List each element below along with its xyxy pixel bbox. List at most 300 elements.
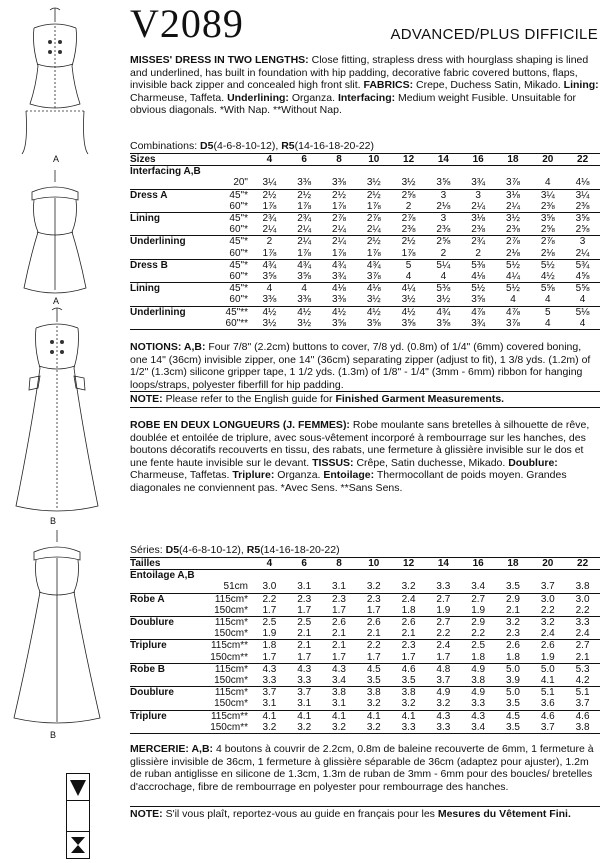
yardage-cell: 2.2 — [471, 628, 486, 640]
yardage-cell: 4.1 — [540, 675, 555, 687]
yardage-cell: 3.8 — [356, 687, 391, 699]
yardage-cell: 4.5 — [356, 663, 391, 675]
row-label — [130, 318, 192, 330]
empty-cell — [356, 570, 391, 582]
yardage-cell: 1⅞ — [262, 200, 277, 212]
yardage-cell: 2.4 — [540, 628, 555, 640]
yardage-cell: 4½ — [252, 306, 287, 318]
combo-d5-sizes: (4-6-8-10-12), — [213, 140, 282, 152]
table-row — [130, 722, 600, 734]
row-width-label: 150cm** — [210, 651, 248, 663]
yardage-cell: 4.2 — [575, 675, 590, 687]
row-width-label: 60"** — [192, 318, 252, 330]
row-label: Entoilage A,B — [130, 570, 195, 582]
yardage-cell: 2.2 — [540, 604, 555, 616]
yardage-cell: 3⅞ — [506, 177, 520, 189]
yardage-cell: 3⅜ — [297, 294, 312, 306]
yardage-cell: 2.1 — [332, 628, 346, 640]
yardage-cell: 4 — [579, 294, 586, 306]
yardage-cell: 3.2 — [401, 698, 416, 710]
yardage-cell: 2⅜ — [506, 224, 520, 236]
row-width-label: 51cm — [223, 581, 248, 593]
yardage-cell: 3¾ — [332, 271, 346, 283]
yardage-cell: 2.2 — [575, 604, 590, 616]
table-row — [130, 224, 600, 236]
empty-cell — [530, 570, 565, 582]
underlining-label: Underlining: — [227, 91, 289, 104]
yardage-cell: 3.0 — [530, 593, 565, 605]
french-description-text: Robe moulante sans bretelles à silhouette de rêve, doublée et entoilée de triplure, avec sous-vêtement incorporé à rembourrage sur les hanches, des boutons décoratifs recouverts en tissu, des rabats, une fermeture à glissière invisible sur le dos et une fente haute invisible sur le devant. — [130, 419, 590, 469]
yardage-cell: 4.1 — [252, 710, 287, 722]
combinations-prefix: Combinations: — [130, 140, 201, 152]
yardage-cell: 4.3 — [252, 663, 287, 675]
english-description — [130, 54, 600, 117]
yardage-cell: 4.6 — [530, 710, 565, 722]
yardage-cell: 4¾ — [287, 259, 322, 271]
yardage-cell: 3.8 — [391, 687, 426, 699]
series-line — [130, 544, 340, 556]
yardage-cell: 2⅜ — [436, 224, 451, 236]
table-row — [130, 236, 600, 248]
table-row — [130, 294, 600, 306]
yardage-cell: 4⅛ — [575, 177, 590, 189]
row-label — [130, 605, 192, 617]
yardage-cell: 2⅝ — [575, 224, 590, 236]
row-width-label: 150cm* — [214, 604, 248, 616]
yardage-cell: 3½ — [436, 294, 451, 306]
divider — [130, 806, 600, 807]
yardage-cell: 2⅛ — [436, 200, 451, 212]
table-row — [130, 640, 600, 652]
row-label: Lining — [130, 283, 192, 295]
note-label: NOTE: — [130, 393, 163, 405]
yardage-cell: 3.2 — [436, 698, 451, 710]
yardage-cell: 3.1 — [262, 698, 277, 710]
yardage-cell: 5.1 — [565, 687, 600, 699]
yardage-cell: 5⅜ — [426, 283, 461, 295]
figure-label-b: B — [50, 516, 57, 526]
yardage-cell: 2¾ — [461, 236, 496, 248]
yardage-cell: 3½ — [366, 294, 381, 306]
yardage-cell: 3⅛ — [496, 189, 531, 201]
yardage-cell: 2.1 — [297, 628, 312, 640]
yardage-cell: 3.4 — [461, 722, 496, 734]
yardage-cell: 2½ — [391, 236, 426, 248]
yardage-cell: 2¼ — [322, 236, 357, 248]
yardage-cell: 3½ — [287, 318, 322, 330]
table-row — [130, 663, 600, 675]
row-width-label: 150cm* — [214, 698, 248, 710]
yardage-cell: 3.5 — [506, 698, 520, 710]
row-label — [130, 698, 192, 710]
yardage-cell: 3½ — [401, 294, 416, 306]
yardage-cell: 2.5 — [252, 617, 287, 629]
notions-body: Four 7/8" (2.2cm) buttons to cover, 7/8 yd. (0.8m) of 1/4" (6mm) covered boning, one 14" (36cm) invisible zipper, one 14" (36cm) separating zipper (adjust to fit), 1 3/8 yds. (1.2m) of 1/2" (1.3cm) silicone gripper tape, 1 1/2 yds. (1.3m) of 1/8" - 1/4" (3mm - 6mm) ribbon for hanging loops/straps, polyester fiberfill for hip padding. — [130, 341, 591, 391]
size-header-cell: 22 — [565, 558, 600, 570]
yardage-cell: 2.7 — [565, 640, 600, 652]
yardage-cell: 4¾ — [426, 306, 461, 318]
yardage-cell: 2⅝ — [540, 224, 555, 236]
yardage-cell: 3.6 — [540, 698, 555, 710]
yardage-cell: 1⅞ — [297, 200, 312, 212]
yardage-cell: 3.2 — [530, 617, 565, 629]
size-header-cell: 8 — [322, 154, 357, 166]
yardage-cell: 2⅛ — [506, 247, 520, 259]
table-header-label: Tailles — [130, 558, 192, 570]
notions-label: NOTIONS: A,B: — [130, 341, 206, 353]
yardage-cell: 4.3 — [461, 710, 496, 722]
english-title: MISSES' DRESS IN TWO LENGTHS: — [130, 54, 309, 66]
yardage-cell: 3.2 — [366, 581, 381, 593]
yardage-cell: 3.1 — [332, 698, 346, 710]
yardage-cell: 4½ — [287, 306, 322, 318]
yardage-cell: 3.3 — [426, 722, 461, 734]
yardage-cell: 3⅝ — [297, 271, 312, 283]
empty-cell — [426, 166, 461, 178]
row-width-label: 115cm** — [192, 710, 252, 722]
yardage-cell: 1⅞ — [262, 247, 277, 259]
size-header-cell: 14 — [426, 558, 461, 570]
yardage-cell: 2¼ — [287, 236, 322, 248]
yardage-cell: 4 — [440, 271, 447, 283]
table-row — [130, 617, 600, 629]
row-width-label: 115cm* — [192, 617, 252, 629]
yardage-cell: 2½ — [356, 236, 391, 248]
series-d5-sizes: (4-6-8-10-12), — [179, 544, 247, 556]
row-width-label: 150cm** — [192, 722, 252, 734]
row-width-label: 45"* — [192, 259, 252, 271]
yardage-cell: 4⅝ — [575, 271, 590, 283]
empty-cell — [287, 570, 322, 582]
yardage-cell: 3.5 — [401, 675, 416, 687]
yardage-cell: 5.1 — [530, 687, 565, 699]
table-row — [130, 248, 600, 260]
tissus-text: Crêpe, Satin duchesse, Mikado. — [353, 456, 509, 469]
yardage-cell: 4.9 — [461, 663, 496, 675]
row-width-label: 115cm** — [192, 640, 252, 652]
yardage-cell: 3½ — [401, 177, 416, 189]
table-row — [130, 698, 600, 710]
row-label: Robe A — [130, 593, 192, 605]
yardage-cell: 4¾ — [356, 259, 391, 271]
yardage-cell: 3.7 — [252, 687, 287, 699]
yardage-cell: 2¼ — [471, 200, 486, 212]
size-header-cell: 10 — [356, 154, 391, 166]
yardage-cell: 3⅝ — [436, 177, 451, 189]
yardage-cell: 5⅛ — [565, 306, 600, 318]
yardage-cell: 2⅜ — [401, 224, 416, 236]
yardage-cell: 4 — [544, 294, 551, 306]
yardage-cell: 3.5 — [366, 675, 381, 687]
yardage-cell: 1.7 — [297, 651, 312, 663]
yardage-cell: 4 — [544, 177, 551, 189]
yardage-cell: 2¼ — [262, 224, 277, 236]
row-width-label: 45"* — [192, 189, 252, 201]
divider — [130, 391, 600, 392]
table-header-label: Sizes — [130, 154, 192, 166]
row-label — [130, 581, 192, 593]
yardage-cell: 2.6 — [391, 617, 426, 629]
combinations-line — [130, 140, 374, 152]
size-header-cell: 4 — [252, 154, 287, 166]
yardage-cell: 2.1 — [401, 628, 416, 640]
yardage-cell: 1⅞ — [332, 247, 346, 259]
row-label: Robe B — [130, 663, 192, 675]
lining-text: Charmeuse, Taffeta. — [130, 91, 228, 104]
yardage-cell: 2.3 — [287, 593, 322, 605]
yardage-cell: 3.0 — [565, 593, 600, 605]
yardage-cell: 4¾ — [322, 259, 357, 271]
yardage-cell: 2.5 — [287, 617, 322, 629]
yardage-cell: 3 — [565, 236, 600, 248]
figure-label-a: A — [53, 154, 60, 164]
yardage-cell: 5.0 — [530, 663, 565, 675]
yardage-cell: 1.7 — [366, 604, 381, 616]
yardage-cell: 3 — [426, 189, 461, 201]
figure-label-b-back: B — [50, 730, 57, 740]
entoilage-label: Entoilage: — [323, 469, 375, 482]
down-triangle-mark — [66, 773, 90, 801]
yardage-cell: 2.6 — [322, 617, 357, 629]
yardage-cell: 2⅞ — [496, 236, 531, 248]
figure-label-a-back: A — [53, 296, 60, 306]
fabrics-text: Crepe, Duchess Satin, Mikado. — [413, 79, 564, 92]
yardage-cell: 1⅞ — [366, 200, 381, 212]
yardage-cell: 1.8 — [252, 640, 287, 652]
yardage-cell: 2⅜ — [575, 200, 590, 212]
yardage-cell: 3.1 — [332, 581, 346, 593]
row-label: Underlining — [130, 306, 192, 318]
yardage-cell: 4 — [287, 283, 322, 295]
yardage-cell: 3.7 — [530, 722, 565, 734]
yardage-cell: 2.2 — [356, 640, 391, 652]
yardage-cell: 5⅝ — [565, 283, 600, 295]
row-width-label: 45"* — [192, 236, 252, 248]
yardage-cell: 2¾ — [287, 213, 322, 225]
yardage-cell: 3.7 — [436, 675, 451, 687]
yardage-cell: 2.4 — [575, 628, 590, 640]
table-row — [130, 166, 600, 178]
french-description — [130, 419, 600, 495]
yardage-cell: 2¼ — [332, 224, 346, 236]
size-header-cell: 4 — [252, 558, 287, 570]
yardage-cell: 5⅜ — [461, 259, 496, 271]
yardage-cell: 4.1 — [322, 710, 357, 722]
french-note — [130, 808, 600, 821]
yardage-cell: 2.9 — [496, 593, 531, 605]
yardage-cell: 1.7 — [332, 604, 346, 616]
yardage-cell: 3.1 — [297, 698, 312, 710]
yardage-cell: 5½ — [496, 283, 531, 295]
french-note-bold: Mesures du Vêtement Fini. — [437, 808, 571, 820]
dress-b-front-illustration — [10, 306, 105, 516]
size-header-cell: 6 — [287, 558, 322, 570]
yardage-cell: 3.3 — [565, 617, 600, 629]
style-number: V2089 — [130, 1, 244, 46]
yardage-cell: 1.7 — [436, 651, 451, 663]
empty-cell — [461, 166, 496, 178]
yardage-cell: 2.7 — [426, 593, 461, 605]
empty-cell — [530, 166, 565, 178]
size-header-cell: 10 — [356, 558, 391, 570]
yardage-cell: 5½ — [530, 259, 565, 271]
row-label: Doublure — [130, 687, 192, 699]
yardage-cell: 4.9 — [461, 687, 496, 699]
table-row — [130, 593, 600, 605]
yardage-cell: 2¾ — [252, 213, 287, 225]
size-header-cell: 18 — [496, 558, 531, 570]
yardage-cell: 4.1 — [391, 710, 426, 722]
yardage-cell: 3.8 — [575, 581, 590, 593]
yardage-cell: 4.3 — [287, 663, 322, 675]
yardage-cell: 3.7 — [287, 687, 322, 699]
combo-r5-sizes: (14-16-18-20-22) — [294, 140, 375, 152]
yardage-cell: 3⅝ — [262, 271, 277, 283]
row-width-label: 45"** — [192, 306, 252, 318]
english-note — [130, 393, 600, 406]
table-row — [130, 177, 600, 189]
yardage-cell: 3.2 — [496, 617, 531, 629]
yardage-cell: 4 — [252, 283, 287, 295]
row-label — [130, 628, 192, 640]
size-header-cell: 8 — [322, 558, 357, 570]
yardage-cell: 4.9 — [426, 687, 461, 699]
yardage-cell: 2⅞ — [322, 213, 357, 225]
row-width-label: 115cm* — [192, 593, 252, 605]
yardage-cell: 4⅞ — [461, 306, 496, 318]
yardage-cell: 4⅛ — [322, 283, 357, 295]
combo-d5: D5 — [200, 140, 214, 152]
yardage-cell: 2.1 — [322, 640, 357, 652]
row-width-label: 45"* — [192, 213, 252, 225]
yardage-cell: 4½ — [356, 306, 391, 318]
yardage-cell: 4.5 — [496, 710, 531, 722]
yardage-cell: 4 — [405, 271, 412, 283]
row-label — [130, 675, 192, 687]
yardage-cell: 3.3 — [262, 675, 277, 687]
row-label — [130, 294, 192, 306]
table-row — [130, 271, 600, 283]
yardage-cell: 2 — [440, 247, 447, 259]
difficulty-label: ADVANCED/PLUS DIFFICILE — [390, 26, 598, 43]
french-metrage-table — [130, 557, 600, 734]
table-row — [130, 318, 600, 330]
yardage-cell: 3¾ — [471, 177, 486, 189]
yardage-cell: 3½ — [252, 318, 287, 330]
yardage-cell: 2¼ — [297, 224, 312, 236]
row-width-label: 20" — [233, 177, 248, 189]
notions-text — [130, 341, 600, 391]
size-header-cell: 20 — [530, 154, 565, 166]
yardage-cell: 3⅝ — [322, 318, 357, 330]
yardage-cell: 3⅝ — [471, 294, 486, 306]
yardage-cell: 3.9 — [506, 675, 520, 687]
yardage-cell: 3.4 — [471, 581, 486, 593]
yardage-cell: 1.9 — [471, 604, 486, 616]
table-row — [130, 652, 600, 664]
table-row — [130, 687, 600, 699]
yardage-cell: 1.7 — [262, 651, 277, 663]
yardage-cell: 2.3 — [322, 593, 357, 605]
table-row — [130, 570, 600, 582]
series-d5: D5 — [165, 544, 180, 556]
yardage-cell: 1⅞ — [297, 247, 312, 259]
yardage-cell: 1⅞ — [401, 247, 416, 259]
yardage-cell: 2.5 — [461, 640, 496, 652]
yardage-cell: 5 — [530, 306, 565, 318]
yardage-cell: 2.3 — [506, 628, 520, 640]
lining-label: Lining: — [563, 79, 599, 92]
yardage-cell: 5⅝ — [530, 283, 565, 295]
yardage-cell: 3.2 — [322, 722, 357, 734]
yardage-cell: 2.7 — [461, 593, 496, 605]
yardage-cell: 3.2 — [287, 722, 322, 734]
yardage-cell: 3½ — [496, 213, 531, 225]
yardage-cell: 3⅝ — [530, 213, 565, 225]
yardage-cell: 3⅝ — [391, 318, 426, 330]
yardage-cell: 2.2 — [252, 593, 287, 605]
english-description-text: Close fitting, strapless dress with hourglass shaping is lined and underlined, has built in foundation with hip padding, decorative fabric covered buttons, flaps, invisible back zipper and concealed high front slit. — [130, 54, 589, 92]
series-r5-sizes: (14-16-18-20-22) — [260, 544, 340, 556]
french-note-label: NOTE: — [130, 808, 163, 820]
empty-cell — [565, 570, 600, 582]
doublure-text: Charmeuse, Taffetas. — [130, 469, 233, 482]
yardage-cell: 2.4 — [426, 640, 461, 652]
row-width-label: 60"* — [229, 271, 248, 283]
yardage-cell: 4 — [510, 294, 516, 306]
yardage-cell: 4 — [530, 318, 565, 330]
row-label — [130, 271, 192, 283]
yardage-cell: 2.1 — [287, 640, 322, 652]
series-prefix: Séries: — [130, 544, 166, 556]
yardage-cell: 2 — [252, 236, 287, 248]
row-label: Triplure — [130, 710, 192, 722]
yardage-cell: 2⅛ — [540, 247, 555, 259]
size-header-cell: 20 — [530, 558, 565, 570]
yardage-cell: 2.1 — [575, 651, 590, 663]
row-label: Underlining — [130, 236, 192, 248]
yardage-cell: 4½ — [540, 271, 555, 283]
entoilage-text: Thermocollant de poids moyen. Grandes diagonales ne conviennent pas. *Avec Sens. **Sans Sens. — [130, 469, 567, 494]
row-label: Triplure — [130, 640, 192, 652]
tissus-label: TISSUS: — [312, 456, 354, 469]
yardage-cell: 3.3 — [471, 698, 486, 710]
yardage-cell: 3.3 — [391, 722, 426, 734]
table-header-row — [130, 154, 600, 166]
yardage-cell: 2½ — [287, 189, 322, 201]
yardage-cell: 3.2 — [366, 698, 381, 710]
row-label: Lining — [130, 213, 192, 225]
yardage-cell: 2½ — [252, 189, 287, 201]
interfacing-label: Interfacing: — [337, 91, 396, 104]
table-row — [130, 628, 600, 640]
yardage-cell: 4.3 — [322, 663, 357, 675]
yardage-cell: 5¼ — [426, 259, 461, 271]
yardage-cell: 2¼ — [366, 224, 381, 236]
yardage-cell: 1.7 — [401, 651, 416, 663]
yardage-cell: 3⅜ — [332, 177, 346, 189]
blank-mark — [66, 800, 90, 832]
yardage-cell: 5.0 — [496, 687, 531, 699]
yardage-cell: 4½ — [322, 306, 357, 318]
yardage-cell: 3 — [461, 189, 496, 201]
table-header-row — [130, 558, 600, 570]
yardage-cell: 5½ — [461, 283, 496, 295]
size-header-cell: 6 — [287, 154, 322, 166]
note-bold: Finished Garment Measurements. — [335, 393, 505, 405]
yardage-cell: 2.7 — [426, 617, 461, 629]
yardage-cell: 2⅞ — [356, 213, 391, 225]
